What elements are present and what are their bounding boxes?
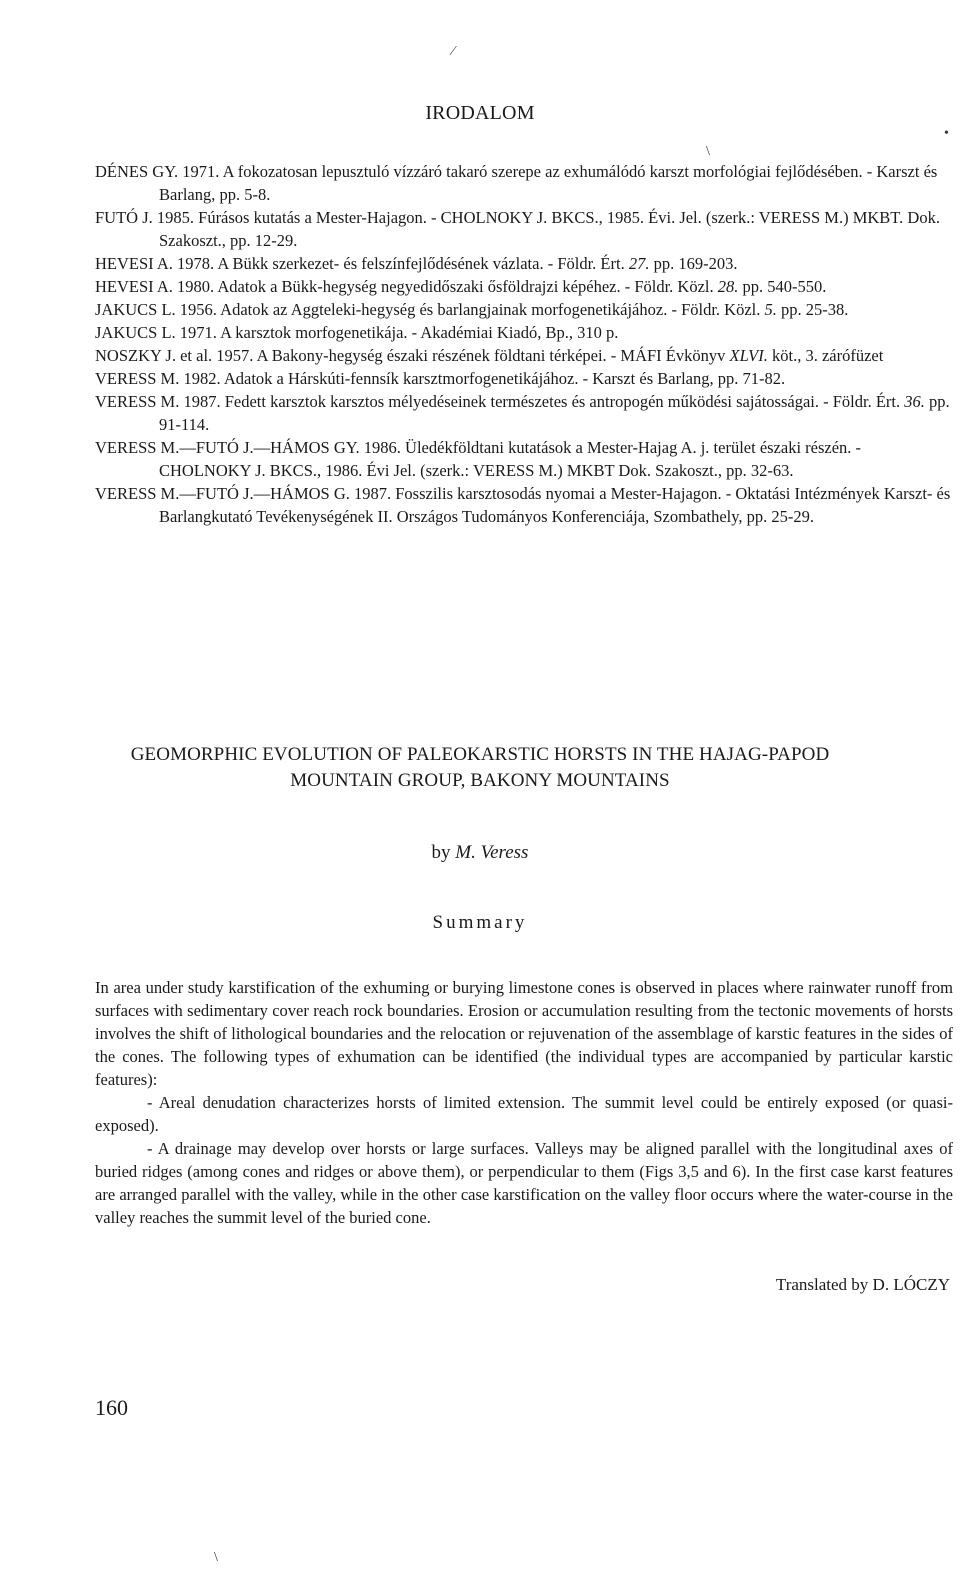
reference-item [95,321,953,344]
translator-credit: Translated by D. LÓCZY [775,1275,950,1294]
summary-heading: Summary [432,912,528,933]
scan-mark: • [944,126,949,141]
reference-item [95,482,953,528]
summary-paragraph: In area under study karstification of the exhuming or burying limestone cones is observed in places where rainwater runoff from surfaces with sedimentary cover reach rock boundaries. Erosion or accumulation resulting from the tectonic movements of horsts involves the shift of lithological boundaries and the relocation or rejuvenation of the assemblage of karstic features in the sides of the cones. The following types of exhumation can be identified (the individual types are accompanied by particular karstic features): [95,978,953,1089]
paper-title-line: GEOMORPHIC EVOLUTION OF PALEOKARSTIC HORSTS IN THE HAJAG-PAPOD [130,744,830,765]
reference-author: VERESS M.—FUTÓ J.—HÁMOS GY. 1986. [95,438,401,457]
reference-author: JAKUCS L. 1971. [95,323,217,342]
reference-text: Üledékföldtani kutatások a Mester-Hajag A. j. terület északi részén. - CHOLNOKY J. BKCS., 1986. Évi Jel. (szerk.: VERESS M.) MKBT Dok. Szakoszt., pp. 32-63. [159,438,862,480]
reference-volume: 27. [628,254,650,273]
reference-item [95,344,953,367]
page-number: 160 [95,1395,128,1420]
summary-paragraph: - Areal denudation characterizes horsts of limited extension. The summit level could be entirely exposed (or quasi-exposed). [95,1093,953,1135]
byline [0,842,960,864]
reference-volume: 5. [764,300,777,319]
reference-text: A fokozatosan lepusztuló vízzáró takaró szerepe az exhumálódó karszt morfológiai fejlődésében. - Karszt és Barlang, pp. 5-8. [159,162,938,204]
reference-text: A karsztok morfogenetikája. - Akadémiai Kiadó, Bp., 310 p. [216,323,619,342]
reference-author: HEVESI A. 1980. [95,277,215,296]
reference-author: NOSZKY J. et al. 1957. [95,346,254,365]
reference-volume: XLVI. [729,346,768,365]
reference-text: A Bükk szerkezet- és felszínfejlődésének vázlata. - Földr. Ért. [214,254,629,273]
reference-author: HEVESI A. 1978. [95,254,215,273]
reference-author: VERESS M. 1982. [95,369,221,388]
scan-mark: ⁄ [452,44,455,59]
reference-pages: pp. 91-114. [159,392,950,434]
byline-author: M. Veress [455,842,529,863]
reference-pages: köt., 3. zárófüzet [767,346,884,365]
reference-text: Adatok a Hárskúti-fennsík karsztmorfogenetikájához. - Karszt és Barlang, pp. 71-82. [220,369,786,388]
reference-item [95,436,953,482]
reference-author: FUTÓ J. 1985. [95,208,195,227]
reference-item [95,390,953,436]
reference-item [95,367,953,390]
reference-text: Fosszilis karsztosodás nyomai a Mester-Hajagon. - Oktatási Intézmények Karszt- és Barlangkutató Tevékenységének II. Országos Tudományos Konferenciája, Szombathely, pp. 25-29. [159,484,951,526]
reference-text: Fedett karsztok karsztos mélyedéseinek természetes és antropogén működési sajátosságai. - Földr. Ért. [220,392,905,411]
reference-volume: 28. [717,277,739,296]
reference-text: A Bakony-hegység északi részének földtani térképei. - MÁFI Évkönyv [253,346,730,365]
paper-title-line: MOUNTAIN GROUP, BAKONY MOUNTAINS [290,770,670,791]
references-heading: IRODALOM [425,102,535,124]
reference-item [95,206,953,252]
reference-text: Fúrásos kutatás a Mester-Hajagon. - CHOLNOKY J. BKCS., 1985. Évi. Jel. (szerk.: VERESS M.) MKBT. Dok. Szakoszt., pp. 12-29. [159,208,940,250]
reference-volume: 36. [904,392,925,411]
reference-item [95,160,953,206]
reference-pages: pp. 25-38. [776,300,849,319]
reference-author: VERESS M. 1987. [95,392,221,411]
reference-pages: pp. 169-203. [649,254,738,273]
reference-item [95,298,953,321]
paper-title [0,742,960,794]
summary-body [95,976,953,1229]
scan-mark: \ [214,1550,218,1565]
scan-mark: \ [706,144,710,159]
reference-item [95,275,953,298]
reference-text: Adatok a Bükk-hegység negyedidőszaki ősföldrajzi képéhez. - Földr. Közl. [214,277,718,296]
reference-author: DÉNES GY. 1971. [95,162,220,181]
reference-item [95,252,953,275]
reference-author: VERESS M.—FUTÓ J.—HÁMOS G. 1987. [95,484,392,503]
reference-text: Adatok az Aggteleki-hegység és barlangjainak morfogenetikájához. - Földr. Közl. [216,300,765,319]
byline-prefix: by [431,842,451,863]
reference-author: JAKUCS L. 1956. [95,300,217,319]
reference-pages: pp. 540-550. [738,277,827,296]
reference-list [95,160,953,528]
summary-paragraph: - A drainage may develop over horsts or large surfaces. Valleys may be aligned parallel with the longitudinal axes of buried ridges (among cones and ridges or above them), or perpendicular to them (Figs 3,5 and 6). In the first case karst features are arranged parallel with the valley, while in the other case karstification on the valley floor occurs where the water-course in the valley reaches the summit level of the buried cone. [95,1139,953,1227]
